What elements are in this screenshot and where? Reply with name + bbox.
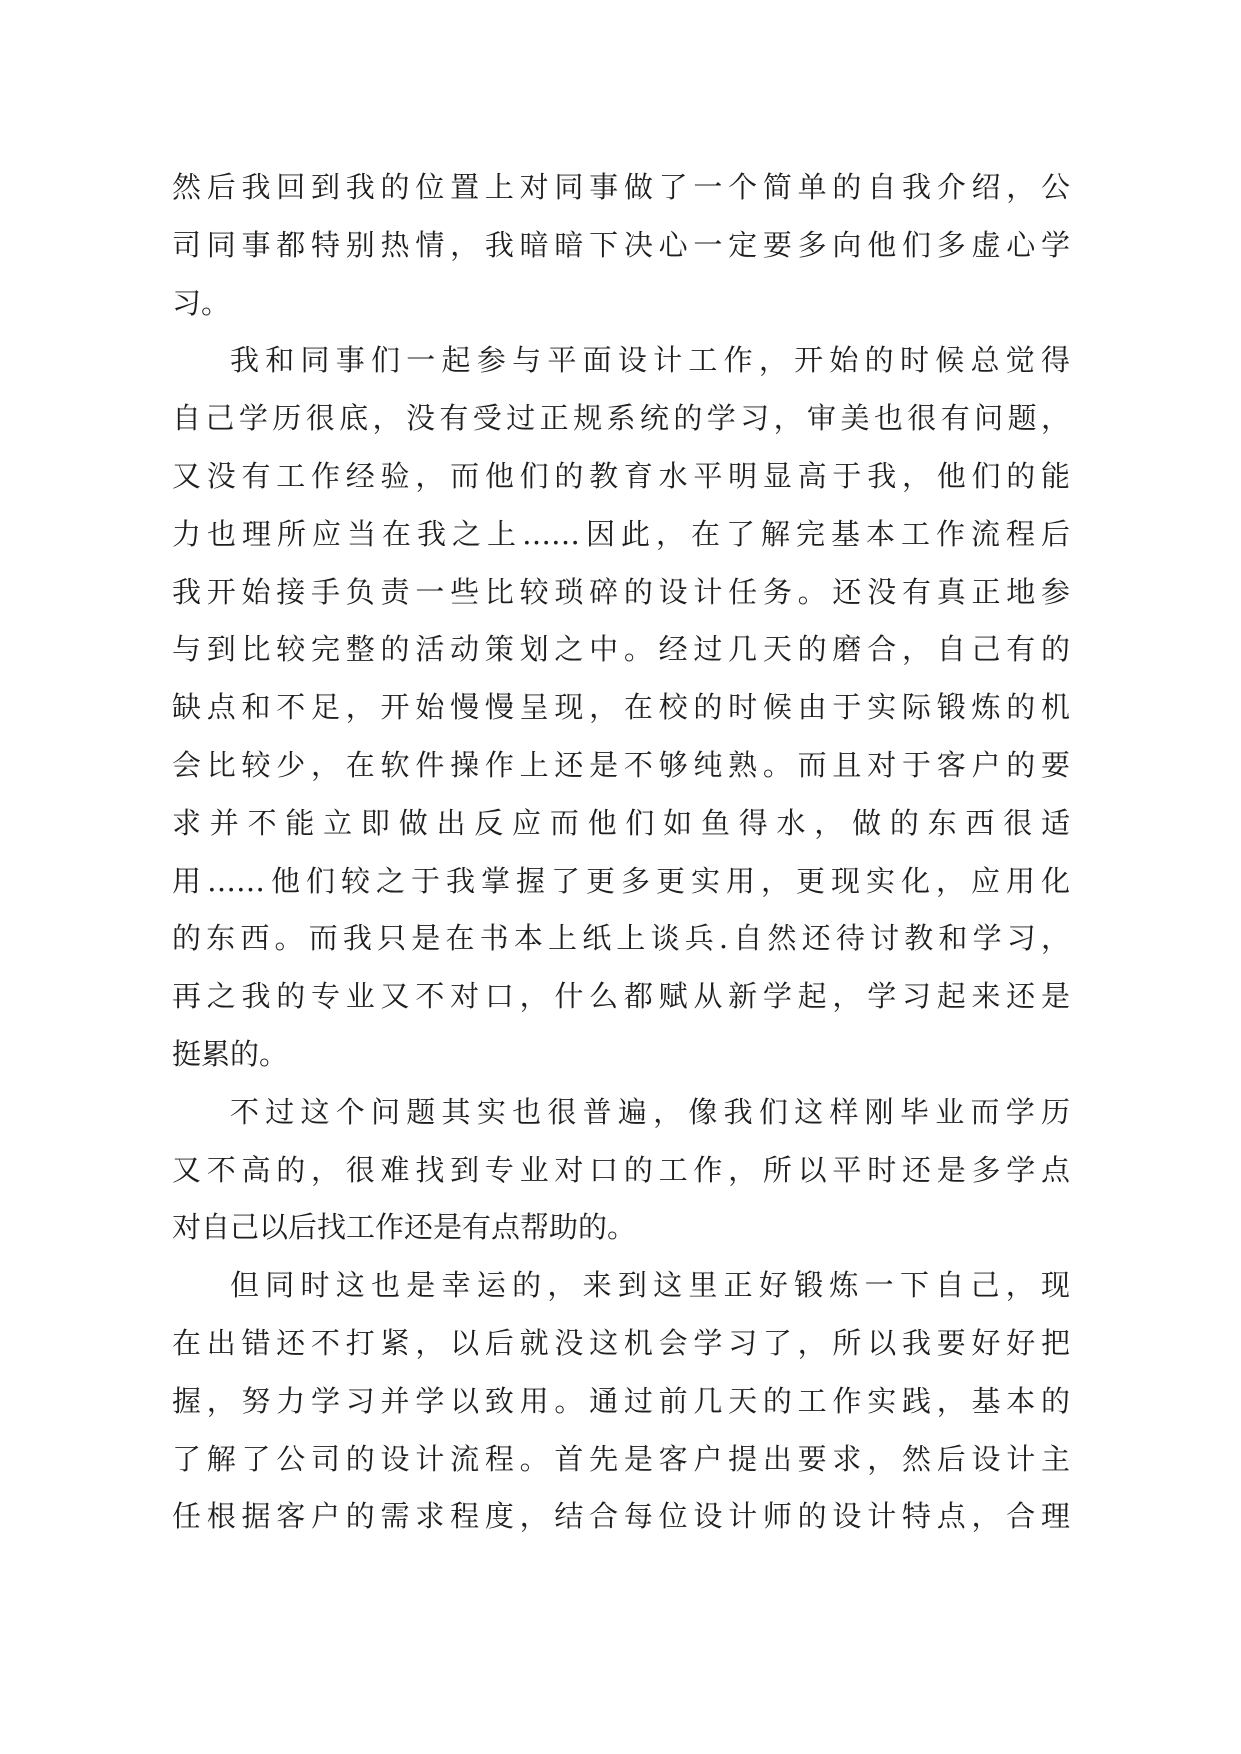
body-text (172, 159, 1070, 1546)
text-line: 又不高的，很难找到专业对口的工作，所以平时还是多学点 (172, 1152, 1070, 1187)
paragraph (172, 332, 1070, 1083)
text-line: 了解了公司的设计流程。首先是客户提出要求，然后设计主 (172, 1441, 1070, 1476)
text-line: 又没有工作经验，而他们的教育水平明显高于我，他们的能 (172, 458, 1070, 493)
text-line: 自己学历很底，没有受过正规系统的学习，审美也很有问题， (172, 401, 1070, 436)
text-line: 与到比较完整的活动策划之中。经过几天的磨合，自己有的 (172, 632, 1070, 667)
text-line: 力也理所应当在我之上……因此，在了解完基本工作流程后 (172, 516, 1070, 551)
paragraph (172, 1257, 1070, 1546)
text-line: 不过这个问题其实也很普遍，像我们这样刚毕业而学历 (230, 1094, 1070, 1129)
text-line: 缺点和不足，开始慢慢呈现，在校的时候由于实际锻炼的机 (172, 690, 1070, 725)
text-line: 再之我的专业又不对口，什么都赋从新学起，学习起来还是 (172, 979, 1070, 1014)
text-line: 握，努力学习并学以致用。通过前几天的工作实践，基本的 (172, 1383, 1070, 1418)
text-line: 但同时这也是幸运的，来到这里正好锻炼一下自己，现 (230, 1268, 1070, 1303)
text-line: 会比较少，在软件操作上还是不够纯熟。而且对于客户的要 (172, 747, 1070, 782)
text-line: 用……他们较之于我掌握了更多更实用，更现实化，应用化 (172, 863, 1070, 898)
text-line: 习。 (172, 285, 231, 320)
text-line: 对自己以后找工作还是有点帮助的。 (172, 1210, 637, 1245)
text-line: 的东西。而我只是在书本上纸上谈兵.自然还待讨教和学习， (172, 921, 1070, 956)
text-line: 挺累的。 (172, 1036, 289, 1071)
paragraph (172, 1084, 1070, 1257)
text-line: 任根据客户的需求程度，结合每位设计师的设计特点，合理 (172, 1499, 1070, 1534)
text-line: 求并不能立即做出反应而他们如鱼得水，做的东西很适 (172, 805, 1070, 840)
text-line: 在出错还不打紧，以后就没这机会学习了，所以我要好好把 (172, 1325, 1070, 1360)
text-line: 司同事都特别热情，我暗暗下决心一定要多向他们多虚心学 (172, 227, 1070, 262)
text-line: 然后我回到我的位置上对同事做了一个简单的自我介绍，公 (172, 170, 1070, 204)
paragraph (172, 159, 1070, 332)
text-line: 我和同事们一起参与平面设计工作，开始的时候总觉得 (230, 343, 1070, 378)
text-line: 我开始接手负责一些比较琐碎的设计任务。还没有真正地参 (172, 574, 1070, 609)
